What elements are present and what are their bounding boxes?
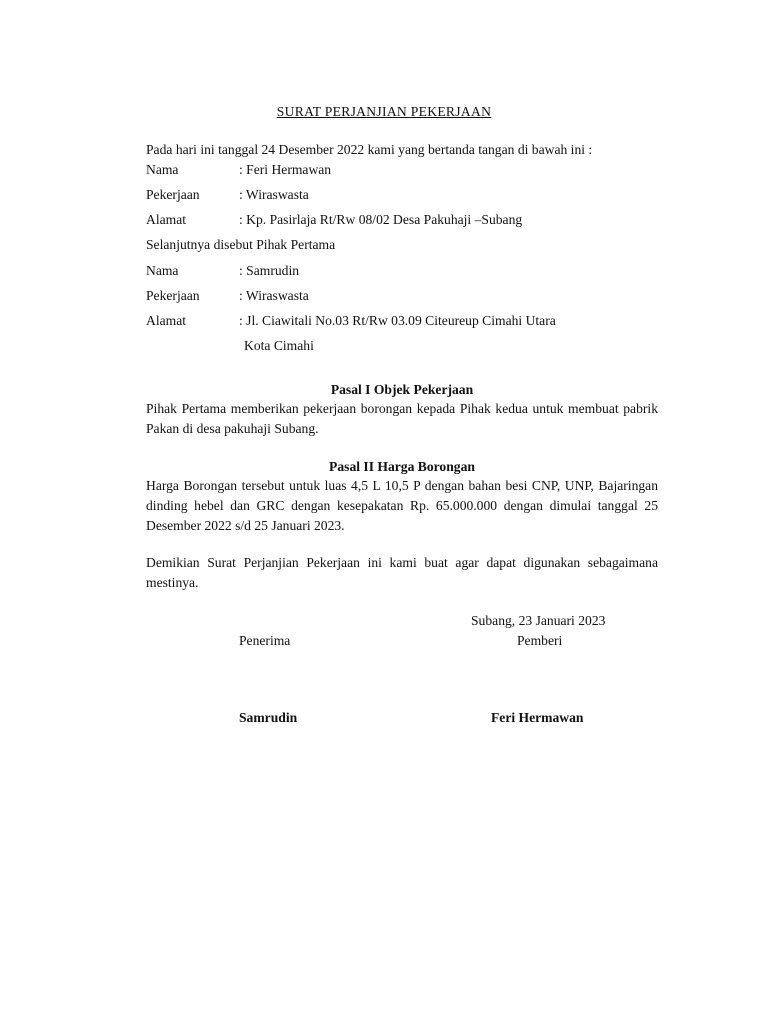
document-title: SURAT PERJANJIAN PEKERJAAN: [276, 104, 492, 119]
giver-name: Feri Hermawan: [491, 710, 584, 725]
pasal-2-heading: Pasal II Harga Borongan: [329, 459, 475, 474]
second-party-name-value: : Samrudin: [239, 263, 300, 278]
signature-place-date: Subang, 23 Januari 2023: [471, 613, 606, 628]
first-party-address-label: Alamat: [146, 212, 187, 227]
second-party-address-label: Alamat: [146, 313, 187, 328]
second-party-name-label: Nama: [146, 263, 179, 278]
second-party-address-continuation: Kota Cimahi: [244, 338, 314, 353]
first-party-name-value: : Feri Hermawan: [239, 162, 332, 177]
first-party-name-label: Nama: [146, 162, 179, 177]
intro-text: Pada hari ini tanggal 24 Desember 2022 kami yang bertanda tangan di bawah ini :: [146, 142, 593, 157]
first-party-job-value: : Wiraswasta: [239, 187, 309, 202]
second-party-job-value: : Wiraswasta: [239, 288, 309, 303]
pasal-1-heading: Pasal I Objek Pekerjaan: [330, 382, 474, 397]
receiver-label: Penerima: [239, 633, 291, 648]
first-party-address-value: : Kp. Pasirlaja Rt/Rw 08/02 Desa Pakuhaji –Subang: [239, 212, 523, 227]
second-party-address-value: : Jl. Ciawitali No.03 Rt/Rw 03.09 Citeureup Cimahi Utara: [239, 313, 556, 328]
receiver-name: Samrudin: [239, 710, 298, 725]
pasal-1-body: Pihak Pertama memberikan pekerjaan borongan kepada Pihak kedua untuk membuat pabrik Pakan di desa pakuhaji Subang.: [146, 401, 658, 436]
closing-paragraph: Demikian Surat Perjanjian Pekerjaan ini kami buat agar dapat digunakan sebagaimana mestinya.: [146, 555, 658, 590]
first-party-job-label: Pekerjaan: [146, 187, 200, 202]
giver-label: Pemberi: [517, 633, 563, 648]
second-party-job-label: Pekerjaan: [146, 288, 200, 303]
first-party-note: Selanjutnya disebut Pihak Pertama: [146, 237, 336, 252]
pasal-2-body: Harga Borongan tersebut untuk luas 4,5 L 10,5 P dengan bahan besi CNP, UNP, Bajaringan dinding hebel dan GRC dengan kesepakatan Rp. 65.000.000 dengan dimulai tanggal 25 Desember 2022 s/d 25 Januari 2023.: [146, 478, 658, 533]
